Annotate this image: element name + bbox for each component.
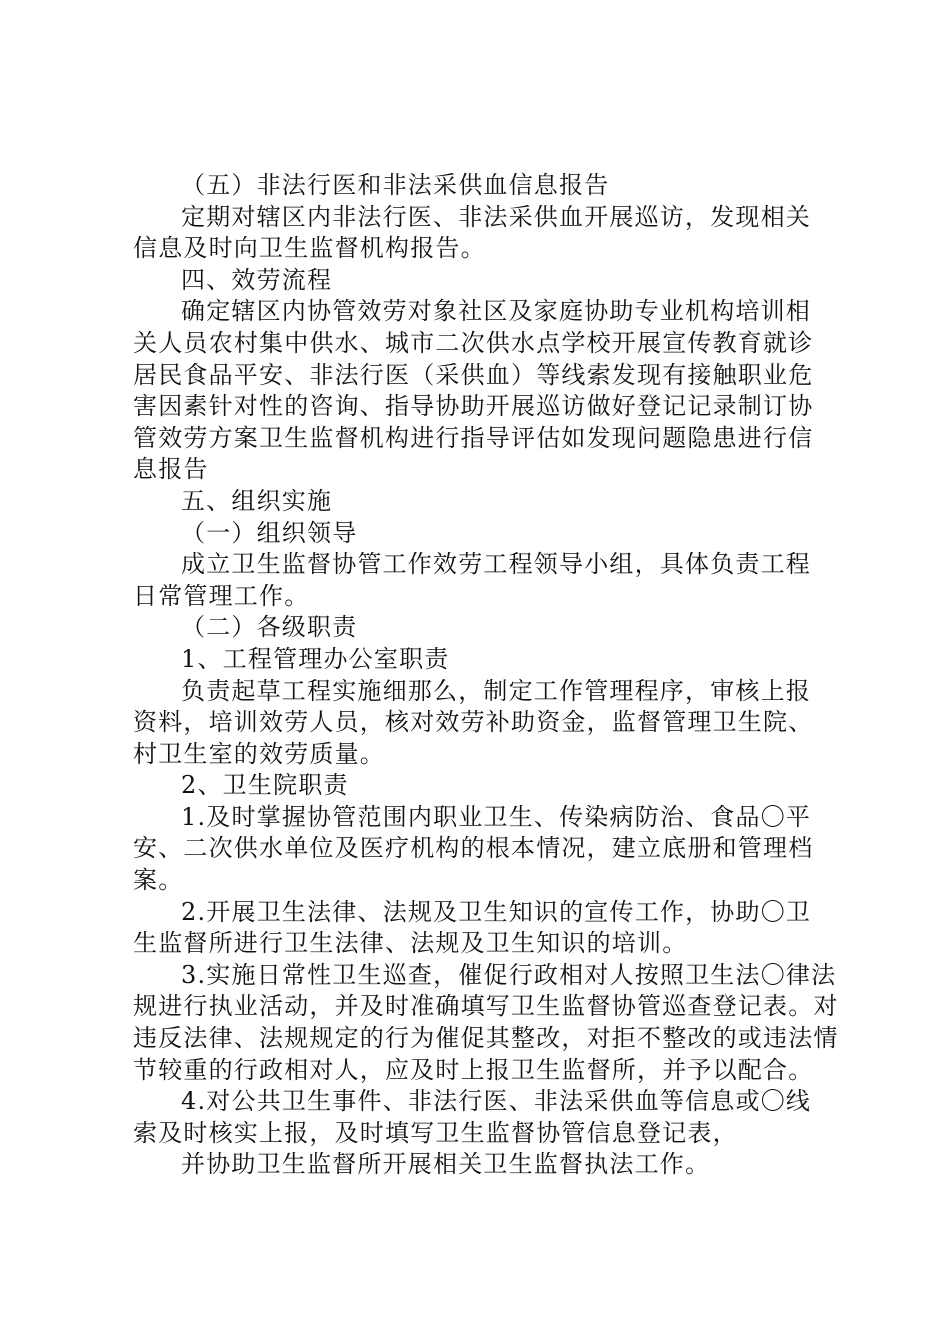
paragraph-periodic-inspection: 定期对辖区内非法行医、非法采供血开展巡访，发现相关信息及时向卫生监督机构报告。 bbox=[133, 202, 811, 263]
list-item-duty-4: 4.对公共卫生事件、非法行医、非法采供血等信息或〇线索及时核实上报，及时填写卫生监督协管信息登记表， bbox=[133, 1087, 812, 1147]
heading-illegal-medical-report: （五）非法行医和非法采供血信息报告 bbox=[181, 171, 610, 199]
list-item-duty-3: 3.实施日常性卫生巡查，催促行政相对人按照卫生法〇律法规进行执业活动，并及时准确填写卫生监督协管巡查登记表。对违反法律、法规规定的行为催促其整改，对拒不整改的或违法情节较重的行政相对人，应及时上报卫生监督所，并予以配合。 bbox=[133, 960, 839, 1084]
paragraph-leadership: 成立卫生监督协管工作效劳工程领导小组，具体负责工程日常管理工作。 bbox=[133, 550, 811, 610]
paragraph-assist-enforcement: 并协助卫生监督所开展相关卫生监督执法工作。 bbox=[181, 1150, 711, 1179]
paragraph-service-process: 确定辖区内协管效劳对象社区及家庭协助专业机构培训相关人员农村集中供水、城市二次供水点学校开展宣传教育就诊居民食品平安、非法行医（采供血）等线索发现有接触职业危害因素针对性的咨询、指导协助开展巡访做好登记记录制订协管效劳方案卫生监督机构进行指导评估如发现问题隐患进行信息报告 bbox=[133, 297, 814, 484]
paragraph-office-duties: 负责起草工程实施细那么，制定工作管理程序，审核上报资料，培训效劳人员，核对效劳补助资金，监督管理卫生院、村卫生室的效劳质量。 bbox=[133, 676, 814, 768]
heading-service-process: 四、效劳流程 bbox=[181, 265, 333, 294]
heading-hospital-duties: 2、卫生院职责 bbox=[181, 771, 349, 800]
heading-office-duties: 1、工程管理办公室职责 bbox=[181, 644, 450, 673]
heading-organization: 五、组织实施 bbox=[181, 486, 333, 515]
heading-responsibilities: （二）各级职责 bbox=[181, 613, 358, 642]
list-item-duty-1: 1.及时掌握协管范围内职业卫生、传染病防治、食品〇平安、二次供水单位及医疗机构的根本情况，建立底册和管理档案。 bbox=[133, 802, 814, 895]
document-body bbox=[133, 170, 839, 1181]
list-item-duty-2: 2.开展卫生法律、法规及卫生知识的宣传工作，协助〇卫生监督所进行卫生法律、法规及卫生知识的培训。 bbox=[133, 897, 812, 958]
heading-leadership: （一）组织领导 bbox=[181, 518, 358, 547]
